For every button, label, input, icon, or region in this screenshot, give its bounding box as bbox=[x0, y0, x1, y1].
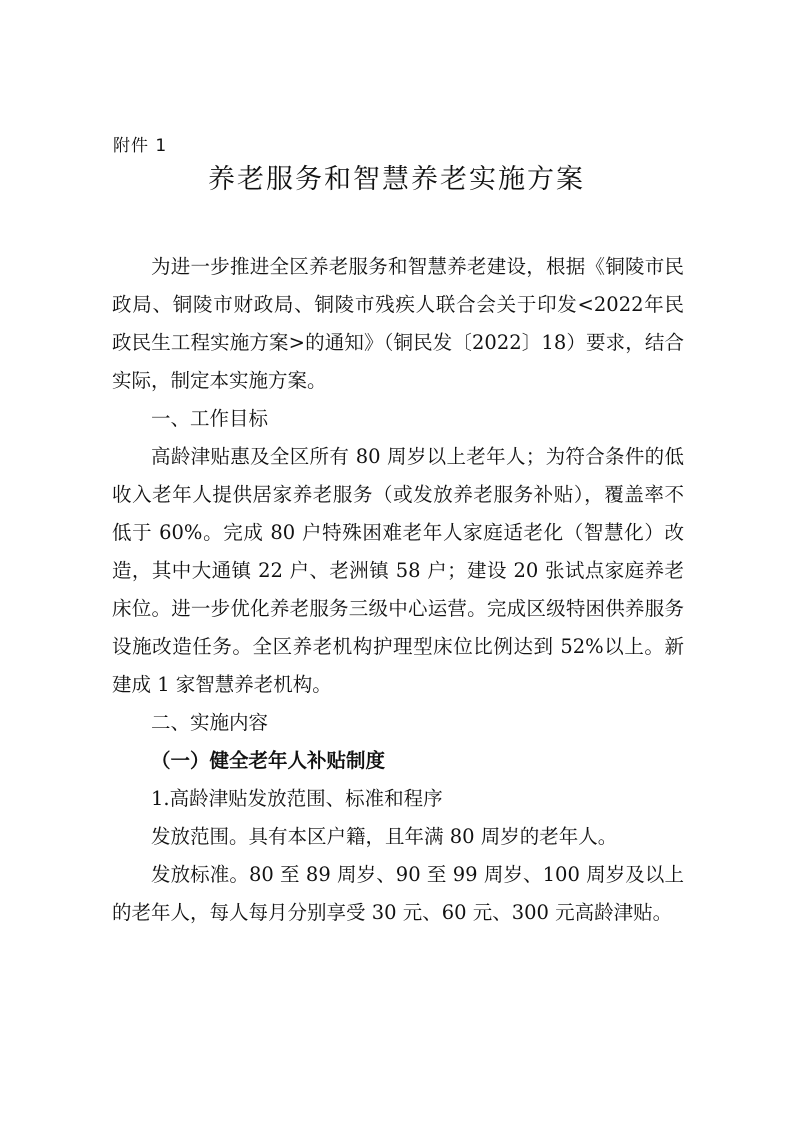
document-body bbox=[112, 248, 684, 932]
intro-paragraph: 为进一步推进全区养老服务和智慧养老建设，根据《铜陵市民政局、铜陵市财政局、铜陵市残疾人联合会关于印发<2022年民政民生工程实施方案>的通知》（铜民发〔2022〕18）要求，结合实际，制定本实施方案。 bbox=[112, 255, 684, 392]
subsection-heading-subsidy: （一）健全老年人补贴制度 bbox=[151, 749, 386, 772]
goals-paragraph: 高龄津贴惠及全区所有 80 周岁以上老年人；为符合条件的低收入老年人提供居家养老服务（或发放养老服务补贴），覆盖率不低于 60%。完成 80 户特殊困难老年人家庭适老化（智慧化）改造，其中大通镇 22 户、老洲镇 58 户；建设 20 张试点家庭养老床位。进一步优化养老服务三级中心运营。完成区级特困供养服务设施改造任务。全区养老机构护理型床位比例达到 52%以上。新建成 1 家智慧养老机构。 bbox=[112, 445, 684, 696]
section-heading-content: 二、实施内容 bbox=[151, 711, 269, 734]
document-title: 养老服务和智慧养老实施方案 bbox=[208, 164, 585, 195]
item-heading-allowance: 1.高龄津贴发放范围、标准和程序 bbox=[151, 787, 443, 810]
attachment-label: 附件 1 bbox=[113, 136, 168, 156]
section-heading-goals: 一、工作目标 bbox=[151, 407, 269, 430]
standard-paragraph: 发放标准。80 至 89 周岁、90 至 99 周岁、100 周岁及以上的老年人，每人每月分别享受 30 元、60 元、300 元高龄津贴。 bbox=[112, 863, 684, 924]
scope-paragraph: 发放范围。具有本区户籍，且年满 80 周岁的老年人。 bbox=[151, 825, 618, 848]
